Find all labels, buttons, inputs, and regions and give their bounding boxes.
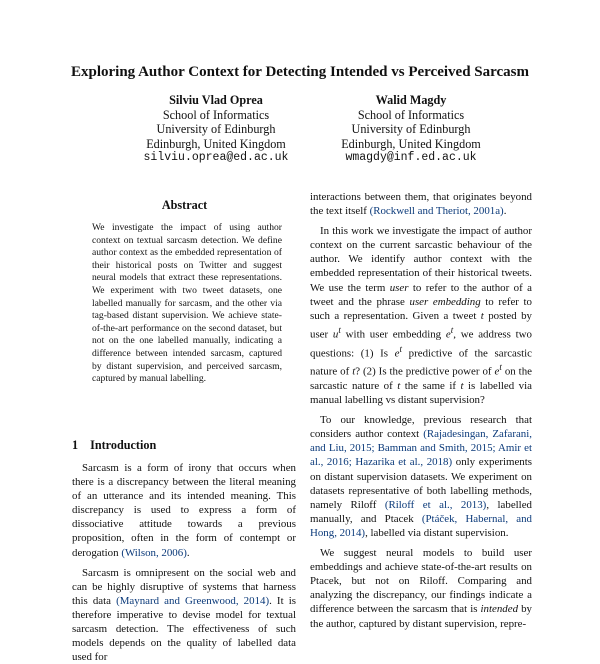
paragraph-text: Sarcasm is a form of irony that occurs when there is a discrepancy between the literal meaning of an utterance and its intended meaning. This discrepancy is used to express a form of dissociative attitude towards a previous proposition, often in the form of contempt or derogation xyxy=(72,462,296,559)
paragraph-text: , labelled via distant supervision. xyxy=(365,526,509,539)
author-name: Silviu Vlad Oprea xyxy=(169,93,263,107)
author-block-2 xyxy=(301,93,521,166)
paragraph-text: is labelled via manual labelling vs distant supervision? xyxy=(310,380,532,407)
paragraph xyxy=(72,566,296,664)
paragraph-text: To our knowledge, previous research that considers author context xyxy=(310,414,532,441)
citation-link[interactable]: (Riloff et al., 2013) xyxy=(384,498,487,511)
paragraph-text: posted by user xyxy=(310,309,532,341)
math-var: u xyxy=(332,328,339,341)
paragraph xyxy=(310,413,532,540)
paragraph xyxy=(310,224,532,407)
paragraph-text: on the sarcastic nature of xyxy=(310,365,532,392)
math-var: e xyxy=(445,328,451,341)
author-affiliation: School of Informatics xyxy=(162,107,270,122)
math-sup: t xyxy=(399,343,403,354)
right-column-body xyxy=(310,190,532,631)
paragraph-text: to refer to such a representation. Given a tweet xyxy=(310,295,532,322)
section-heading xyxy=(72,438,168,453)
paragraph xyxy=(310,546,532,631)
abstract-text: We investigate the impact of using author context on textual sarcasm detection. We define author context as the embedded representation of their historical posts on Twitter and suggest neural models that extract these representations. We experiment with two tweet datasets, one labelled manually for sarcasm, and the other via tag-based distant supervision. We achieve state-of-the-art performance on the second dataset, but not on the one labelled manually, indicating a difference between intended sarcasm, captured by distant supervision, and perceived sarcasm, captured by manual labelling. xyxy=(92,222,282,385)
paragraph-text: . xyxy=(186,546,190,559)
citation-link[interactable]: (Ptáček, Habernal, and Hong, 2014) xyxy=(310,512,532,539)
math-var: t xyxy=(460,380,464,392)
paragraph-text: to refer to the author of a tweet and the phrase xyxy=(310,281,532,308)
paragraph-text: We suggest neural models to build user embeddings and achieve state-of-the-art results on Ptacek, but not on Riloff. Comparing and analyzing the discrepancy, our findings indicate a difference between the sarcasm that is xyxy=(310,547,532,616)
math-var: t xyxy=(397,380,401,392)
section-number: 1 xyxy=(72,438,79,452)
paragraph-text: interactions between them, that originates beyond the text itself xyxy=(310,191,532,218)
author-location: Edinburgh, United Kingdom xyxy=(341,136,481,151)
paragraph xyxy=(310,190,532,218)
citation-link[interactable]: (Wilson, 2006) xyxy=(121,546,187,559)
author-email[interactable]: silviu.oprea@ed.ac.uk xyxy=(143,151,289,165)
math-sup: t xyxy=(499,362,502,373)
term-emphasis: user xyxy=(389,281,409,294)
paragraph-text: with user embedding xyxy=(340,328,446,341)
paragraph-text: only experiments on distant supervision datasets. We experiment on datasets representative of both labelling methods, namely Riloff xyxy=(310,456,532,511)
citation-link[interactable]: (Rockwell and Theriot, 2001a) xyxy=(369,205,504,218)
left-column-body xyxy=(72,461,296,664)
author-email[interactable]: wmagdy@inf.ed.ac.uk xyxy=(345,151,477,165)
math-var: e xyxy=(494,365,500,378)
paragraph xyxy=(72,461,296,560)
paragraph-text: , we address two questions: (1) Is xyxy=(310,328,532,360)
paragraph-text: the same if xyxy=(400,380,461,392)
term-emphasis: intended xyxy=(480,603,519,616)
author-block-1 xyxy=(106,93,326,166)
abstract-heading: Abstract xyxy=(161,198,208,212)
paragraph-text: Sarcasm is omnipresent on the social web and can be highly disruptive of systems that harness this data xyxy=(72,566,296,607)
citation-link[interactable]: (Rajadesingan, Zafarani, and Liu, 2015; Bamman and Smith, 2015; Amir et al., 2016; Hazarika et al., 2018) xyxy=(310,428,532,469)
paragraph-text: by the author, captured by distant supervision, repre- xyxy=(310,603,532,630)
paragraph-text: ? (2) Is the predictive power of xyxy=(355,365,495,378)
paragraph-text: . xyxy=(503,205,507,218)
paragraph-text: predictive of the sarcastic nature of xyxy=(310,347,532,378)
author-institution: University of Edinburgh xyxy=(156,122,276,137)
section-title: Introduction xyxy=(90,438,157,452)
paragraph-text: . It is therefore imperative to devise model for textual sarcasm detection. The effectiveness of such models depends on the quality of labelled data used for xyxy=(72,594,296,664)
citation-link[interactable]: (Maynard and Greenwood, 2014) xyxy=(116,594,270,607)
math-var: t xyxy=(480,309,484,322)
author-location: Edinburgh, United Kingdom xyxy=(146,136,286,151)
math-sup: t xyxy=(338,324,341,335)
paragraph-text: , labelled manually, and Ptacek xyxy=(310,498,532,525)
math-var: e xyxy=(394,347,400,360)
author-affiliation: School of Informatics xyxy=(357,107,465,122)
paper-title: Exploring Author Context for Detecting Intended vs Perceived Sarcasm xyxy=(70,64,530,80)
term-emphasis: user embedding xyxy=(409,295,481,308)
math-sup: t xyxy=(450,324,454,335)
author-name: Walid Magdy xyxy=(375,93,447,107)
author-institution: University of Edinburgh xyxy=(351,122,471,137)
paragraph-text: In this work we investigate the impact of author context on the current sarcastic behaviour of the author. We identify author context with the embedded representation of their historical tweets. We use the term xyxy=(310,225,532,294)
math-var: t xyxy=(352,365,356,378)
